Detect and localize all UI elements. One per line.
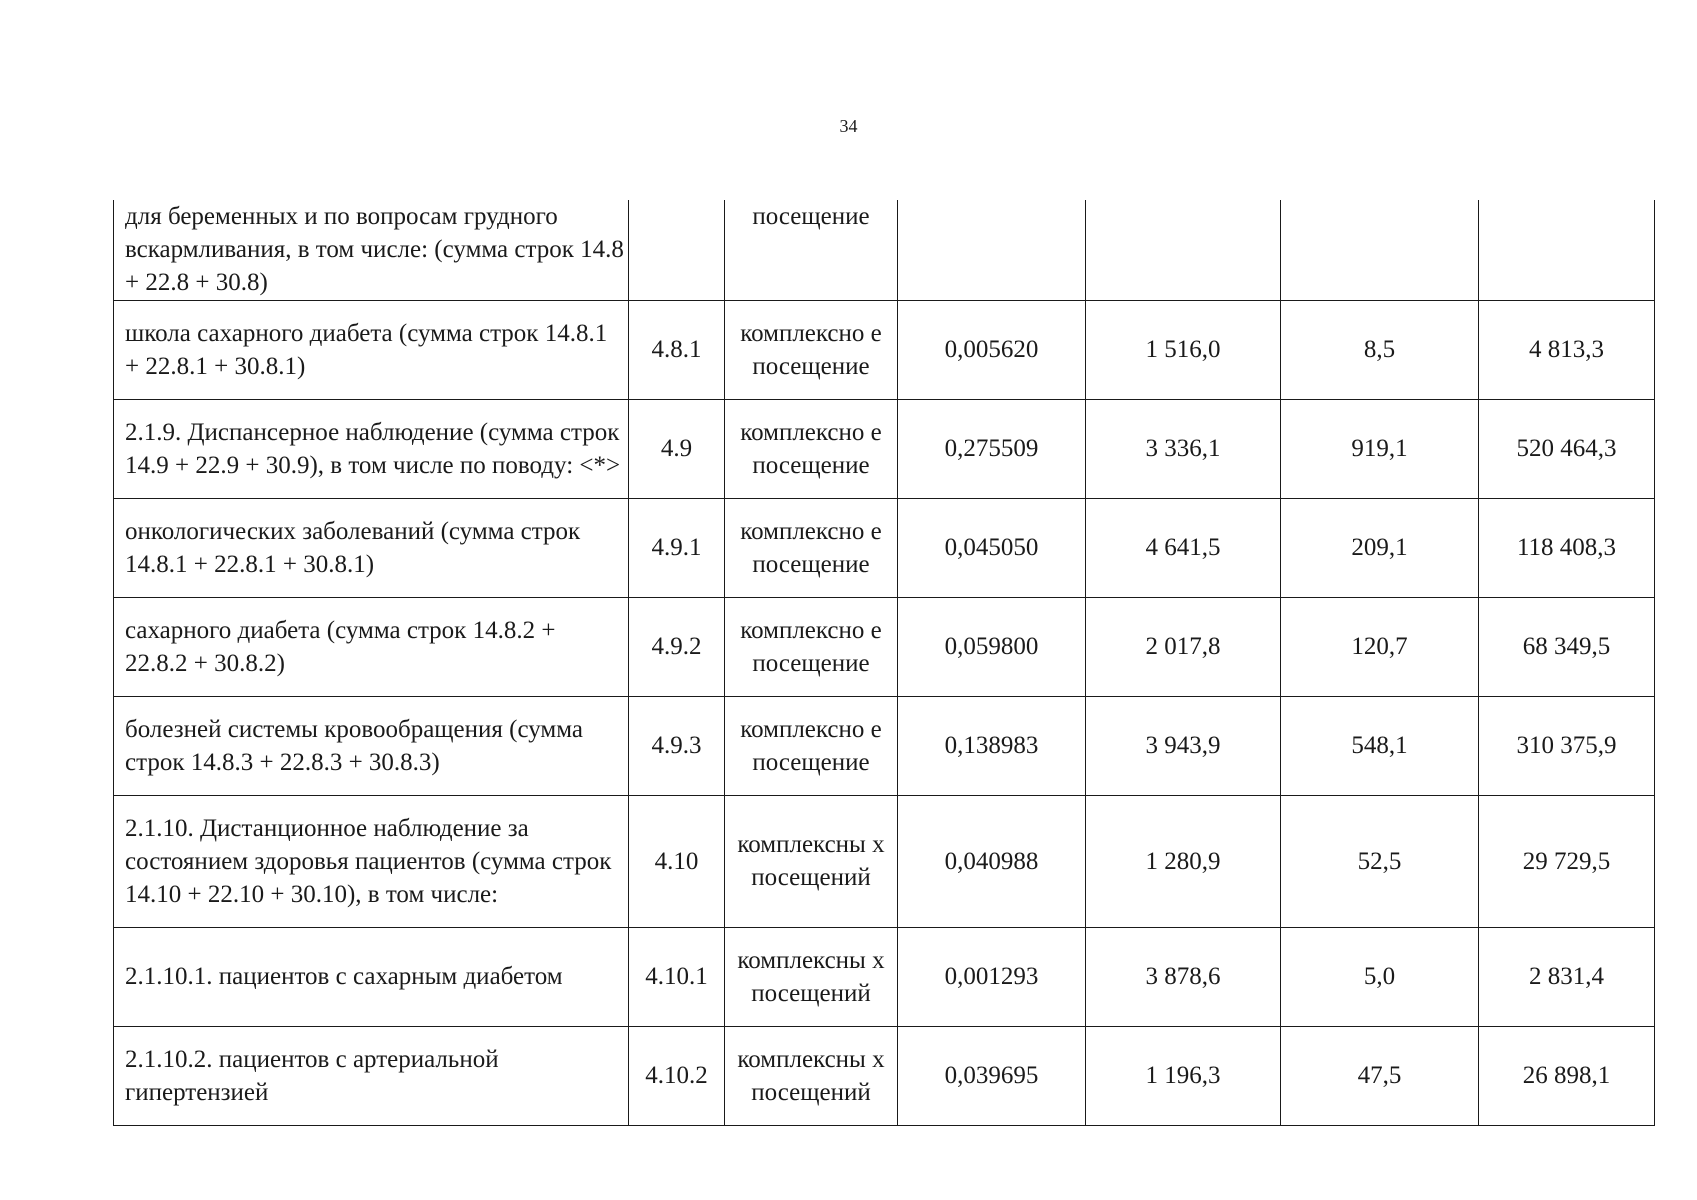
cell-name: сахарного диабета (сумма строк 14.8.2 + 22.8.2 + 30.8.2) [114,597,629,696]
cell-value-3: 47,5 [1281,1026,1479,1125]
cell-value-2: 4 641,5 [1086,498,1281,597]
cell-value-2: 1 280,9 [1086,795,1281,927]
cell-value-1: 0,059800 [898,597,1086,696]
cell-value-4 [1479,200,1655,300]
cell-value-1: 0,001293 [898,927,1086,1026]
cell-name: 2.1.10.2. пациентов с артериальной гипертензией [114,1026,629,1125]
cell-value-4: 310 375,9 [1479,696,1655,795]
cell-value-2: 1 196,3 [1086,1026,1281,1125]
cell-value-1: 0,138983 [898,696,1086,795]
cell-value-1 [898,200,1086,300]
cell-value-3: 548,1 [1281,696,1479,795]
cell-name: школа сахарного диабета (сумма строк 14.8.1 + 22.8.1 + 30.8.1) [114,300,629,399]
table-row [114,300,1655,399]
cell-value-3: 919,1 [1281,399,1479,498]
cell-unit: комплексно е посещение [725,696,898,795]
cell-value-1: 0,005620 [898,300,1086,399]
cell-value-1: 0,040988 [898,795,1086,927]
cell-unit: комплексны х посещений [725,1026,898,1125]
cell-code: 4.9.2 [629,597,725,696]
cell-value-4: 4 813,3 [1479,300,1655,399]
cell-value-4: 520 464,3 [1479,399,1655,498]
cell-value-1: 0,039695 [898,1026,1086,1125]
cell-unit: комплексны х посещений [725,795,898,927]
cell-unit: посещение [725,200,898,300]
cell-value-1: 0,275509 [898,399,1086,498]
cell-value-3: 120,7 [1281,597,1479,696]
cell-unit: комплексно е посещение [725,498,898,597]
cell-code: 4.10 [629,795,725,927]
cell-code: 4.8.1 [629,300,725,399]
cell-name: болезней системы кровообращения (сумма строк 14.8.3 + 22.8.3 + 30.8.3) [114,696,629,795]
cell-name: онкологических заболеваний (сумма строк 14.8.1 + 22.8.1 + 30.8.1) [114,498,629,597]
table-row [114,498,1655,597]
cell-code [629,200,725,300]
cell-value-4: 2 831,4 [1479,927,1655,1026]
cell-value-2 [1086,200,1281,300]
document-table [113,200,1655,1126]
cell-value-2: 3 878,6 [1086,927,1281,1026]
cell-value-2: 3 943,9 [1086,696,1281,795]
table-row [114,795,1655,927]
cell-code: 4.9 [629,399,725,498]
table-row [114,696,1655,795]
cell-value-2: 3 336,1 [1086,399,1281,498]
cell-value-3 [1281,200,1479,300]
cell-value-3: 5,0 [1281,927,1479,1026]
cell-code: 4.9.3 [629,696,725,795]
table-row [114,927,1655,1026]
cell-unit: комплексно е посещение [725,399,898,498]
cell-unit: комплексно е посещение [725,300,898,399]
cell-unit: комплексны х посещений [725,927,898,1026]
cell-code: 4.10.1 [629,927,725,1026]
cell-code: 4.9.1 [629,498,725,597]
table-row [114,597,1655,696]
cell-value-4: 68 349,5 [1479,597,1655,696]
cell-value-3: 209,1 [1281,498,1479,597]
cell-value-2: 1 516,0 [1086,300,1281,399]
cell-value-2: 2 017,8 [1086,597,1281,696]
cell-value-3: 52,5 [1281,795,1479,927]
table-row [114,200,1655,300]
cell-value-4: 29 729,5 [1479,795,1655,927]
cell-value-1: 0,045050 [898,498,1086,597]
cell-value-4: 118 408,3 [1479,498,1655,597]
cell-name: 2.1.10.1. пациентов с сахарным диабетом [114,927,629,1026]
page-number: 34 [839,116,858,136]
cell-unit: комплексно е посещение [725,597,898,696]
cell-name: для беременных и по вопросам грудного вскармливания, в том числе: (сумма строк 14.8 + 22.8 + 30.8) [114,200,629,300]
cell-value-4: 26 898,1 [1479,1026,1655,1125]
cell-name: 2.1.9. Диспансерное наблюдение (сумма строк 14.9 + 22.9 + 30.9), в том числе по поводу: <*> [114,399,629,498]
table-row [114,1026,1655,1125]
table-row [114,399,1655,498]
cell-value-3: 8,5 [1281,300,1479,399]
cell-code: 4.10.2 [629,1026,725,1125]
cell-name: 2.1.10. Дистанционное наблюдение за состоянием здоровья пациентов (сумма строк 14.10 + 22.10 + 30.10), в том числе: [114,795,629,927]
